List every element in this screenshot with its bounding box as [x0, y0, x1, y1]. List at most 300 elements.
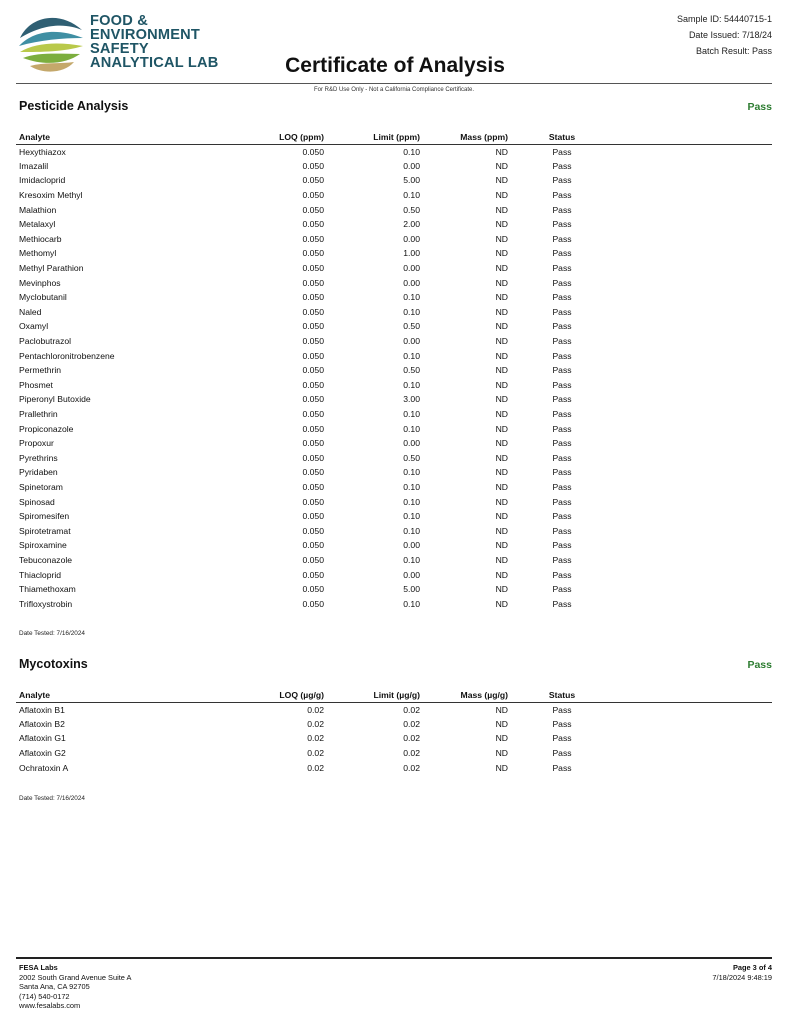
column-header: Status: [508, 131, 608, 144]
table-row: [16, 436, 772, 451]
mass-cell: ND: [495, 467, 508, 478]
limit-cell: 0.00: [403, 540, 420, 551]
loq-cell: 0.050: [302, 160, 324, 171]
table-row: [16, 173, 772, 188]
table-row: [16, 261, 772, 276]
column-header: Analyte: [16, 131, 236, 144]
table-row: [16, 232, 772, 247]
loq-cell: 0.050: [302, 204, 324, 215]
status-cell: Pass: [552, 190, 572, 201]
loq-cell: 0.050: [302, 438, 324, 449]
mycotoxin-section: [16, 657, 772, 807]
row-spacer: [608, 596, 772, 611]
analyte-cell: Spirotetramat: [19, 525, 71, 536]
mass-cell: ND: [495, 365, 508, 376]
analyte-cell: Malathion: [19, 204, 57, 215]
limit-cell: 0.10: [403, 423, 420, 434]
date-tested: Date Tested: 7/16/2024: [19, 795, 85, 802]
table-row: [16, 523, 772, 538]
table-row: [16, 509, 772, 524]
date-issued: Date Issued: 7/18/24: [688, 30, 772, 40]
limit-cell: 0.00: [403, 160, 420, 171]
mass-cell: ND: [495, 248, 508, 259]
limit-cell: 0.10: [403, 408, 420, 419]
section-result: Pass: [747, 659, 772, 671]
row-spacer: [608, 159, 772, 174]
column-header: Analyte: [16, 689, 236, 702]
limit-cell: 0.10: [403, 306, 420, 317]
header-divider: [16, 83, 772, 84]
mass-cell: ND: [495, 336, 508, 347]
analyte-cell: Thiacloprid: [19, 569, 62, 580]
row-spacer: [608, 217, 772, 232]
mass-cell: ND: [495, 584, 508, 595]
row-spacer: [608, 480, 772, 495]
batch-result: Batch Result: Pass: [695, 46, 772, 56]
limit-cell: 0.02: [403, 762, 420, 773]
limit-cell: 0.00: [403, 569, 420, 580]
table-row: [16, 246, 772, 261]
mass-cell: ND: [495, 394, 508, 405]
status-cell: Pass: [552, 160, 572, 171]
table-row: [16, 159, 772, 174]
table-row: [16, 760, 772, 775]
row-spacer: [608, 407, 772, 422]
limit-cell: 0.10: [403, 146, 420, 157]
column-spacer: [608, 689, 772, 702]
limit-cell: 0.10: [403, 554, 420, 565]
mass-cell: ND: [495, 160, 508, 171]
column-header: Status: [508, 689, 608, 702]
status-cell: Pass: [552, 554, 572, 565]
mass-cell: ND: [495, 277, 508, 288]
sample-id: Sample ID: 54440715-1: [676, 14, 772, 24]
loq-cell: 0.050: [302, 540, 324, 551]
footer-timestamp: 7/18/2024 9:48:19: [712, 973, 772, 982]
row-spacer: [608, 290, 772, 305]
loq-cell: 0.02: [307, 718, 324, 729]
report-header: [0, 0, 788, 93]
pesticide-table-body: [16, 144, 772, 611]
mass-cell: ND: [495, 233, 508, 244]
row-spacer: [608, 188, 772, 203]
analyte-cell: Metalaxyl: [19, 219, 56, 230]
table-row: [16, 702, 772, 717]
mass-cell: ND: [495, 496, 508, 507]
row-spacer: [608, 494, 772, 509]
status-cell: Pass: [552, 452, 572, 463]
limit-cell: 0.02: [403, 718, 420, 729]
limit-cell: 0.10: [403, 379, 420, 390]
status-cell: Pass: [552, 704, 572, 715]
analyte-cell: Propiconazole: [19, 423, 74, 434]
limit-cell: 5.00: [403, 584, 420, 595]
loq-cell: 0.050: [302, 263, 324, 274]
row-spacer: [608, 261, 772, 276]
loq-cell: 0.050: [302, 292, 324, 303]
analyte-cell: Tebuconazole: [19, 554, 73, 565]
mycotoxin-table-body: [16, 702, 772, 775]
loq-cell: 0.050: [302, 277, 324, 288]
analyte-cell: Piperonyl Butoxide: [19, 394, 91, 405]
column-header: LOQ (µg/g): [236, 689, 324, 702]
limit-cell: 0.10: [403, 350, 420, 361]
limit-cell: 0.00: [403, 277, 420, 288]
limit-cell: 0.10: [403, 292, 420, 303]
status-cell: Pass: [552, 511, 572, 522]
analyte-cell: Methomyl: [19, 248, 57, 259]
loq-cell: 0.050: [302, 408, 324, 419]
table-row: [16, 305, 772, 320]
table-row: [16, 202, 772, 217]
loq-cell: 0.02: [307, 704, 324, 715]
column-header: Limit (µg/g): [324, 689, 420, 702]
loq-cell: 0.050: [302, 336, 324, 347]
table-row: [16, 582, 772, 597]
analyte-cell: Aflatoxin B2: [19, 718, 65, 729]
section-title: Mycotoxins: [19, 657, 88, 671]
analyte-cell: Methiocarb: [19, 233, 62, 244]
status-cell: Pass: [552, 569, 572, 580]
status-cell: Pass: [552, 525, 572, 536]
limit-cell: 0.00: [403, 263, 420, 274]
table-row: [16, 465, 772, 480]
row-spacer: [608, 746, 772, 761]
table-row: [16, 363, 772, 378]
mass-cell: ND: [495, 379, 508, 390]
status-cell: Pass: [552, 233, 572, 244]
mass-cell: ND: [495, 598, 508, 609]
analyte-cell: Methyl Parathion: [19, 263, 84, 274]
analyte-cell: Mevinphos: [19, 277, 61, 288]
loq-cell: 0.050: [302, 423, 324, 434]
document-title: Certificate of Analysis: [285, 54, 505, 77]
table-row: [16, 421, 772, 436]
row-spacer: [608, 436, 772, 451]
row-spacer: [608, 348, 772, 363]
footer-website: www.fesalabs.com: [19, 1001, 81, 1011]
mass-cell: ND: [495, 452, 508, 463]
brand-line-1: FOOD &: [90, 13, 148, 29]
status-cell: Pass: [552, 204, 572, 215]
status-cell: Pass: [552, 733, 572, 744]
pesticide-table: [16, 131, 772, 611]
mass-cell: ND: [495, 175, 508, 186]
table-row: [16, 217, 772, 232]
limit-cell: 0.02: [403, 704, 420, 715]
analyte-cell: Phosmet: [19, 379, 53, 390]
analyte-cell: Spiroxamine: [19, 540, 67, 551]
table-row: [16, 480, 772, 495]
analyte-cell: Pyrethrins: [19, 452, 58, 463]
status-cell: Pass: [552, 379, 572, 390]
limit-cell: 0.10: [403, 511, 420, 522]
status-cell: Pass: [552, 584, 572, 595]
status-cell: Pass: [552, 762, 572, 773]
analyte-cell: Pyridaben: [19, 467, 58, 478]
loq-cell: 0.050: [302, 306, 324, 317]
loq-cell: 0.050: [302, 511, 324, 522]
row-spacer: [608, 173, 772, 188]
row-spacer: [608, 275, 772, 290]
row-spacer: [608, 731, 772, 746]
column-spacer: [608, 131, 772, 144]
mass-cell: ND: [495, 438, 508, 449]
mass-cell: ND: [495, 204, 508, 215]
limit-cell: 0.10: [403, 190, 420, 201]
analyte-cell: Paclobutrazol: [19, 336, 72, 347]
status-cell: Pass: [552, 277, 572, 288]
row-spacer: [608, 363, 772, 378]
table-row: [16, 334, 772, 349]
loq-cell: 0.050: [302, 481, 324, 492]
loq-cell: 0.050: [302, 365, 324, 376]
status-cell: Pass: [552, 598, 572, 609]
row-spacer: [608, 202, 772, 217]
status-cell: Pass: [552, 219, 572, 230]
mass-cell: ND: [495, 146, 508, 157]
loq-cell: 0.02: [307, 762, 324, 773]
footer-address-line-1: 2002 South Grand Avenue Suite A: [19, 972, 132, 982]
loq-cell: 0.050: [302, 554, 324, 565]
row-spacer: [608, 553, 772, 568]
loq-cell: 0.050: [302, 584, 324, 595]
table-row: [16, 319, 772, 334]
table-row: [16, 275, 772, 290]
limit-cell: 0.00: [403, 233, 420, 244]
analyte-cell: Myclobutanil: [19, 292, 67, 303]
mass-cell: ND: [495, 423, 508, 434]
table-row: [16, 717, 772, 732]
date-tested: Date Tested: 7/16/2024: [19, 630, 85, 637]
analyte-cell: Pentachloronitrobenzene: [19, 350, 115, 361]
table-row: [16, 450, 772, 465]
mass-cell: ND: [495, 704, 508, 715]
mass-cell: ND: [495, 350, 508, 361]
loq-cell: 0.050: [302, 452, 324, 463]
analyte-cell: Spiromesifen: [19, 511, 70, 522]
mass-cell: ND: [495, 408, 508, 419]
loq-cell: 0.050: [302, 598, 324, 609]
loq-cell: 0.050: [302, 219, 324, 230]
mass-cell: ND: [495, 554, 508, 565]
loq-cell: 0.050: [302, 496, 324, 507]
limit-cell: 3.00: [403, 394, 420, 405]
table-header-row: [16, 131, 772, 144]
analyte-cell: Aflatoxin G2: [19, 748, 66, 759]
table-row: [16, 746, 772, 761]
table-row: [16, 596, 772, 611]
limit-cell: 0.02: [403, 733, 420, 744]
loq-cell: 0.050: [302, 233, 324, 244]
footer-company: FESA Labs: [19, 963, 58, 972]
status-cell: Pass: [552, 481, 572, 492]
mass-cell: ND: [495, 569, 508, 580]
sample-meta: [677, 11, 772, 59]
loq-cell: 0.050: [302, 321, 324, 332]
analyte-cell: Trifloxystrobin: [19, 598, 73, 609]
footer-page-info: [712, 963, 772, 983]
mass-cell: ND: [495, 219, 508, 230]
status-cell: Pass: [552, 336, 572, 347]
loq-cell: 0.050: [302, 350, 324, 361]
limit-cell: 0.10: [403, 598, 420, 609]
status-cell: Pass: [552, 306, 572, 317]
row-spacer: [608, 523, 772, 538]
mass-cell: ND: [495, 762, 508, 773]
loq-cell: 0.050: [302, 175, 324, 186]
loq-cell: 0.050: [302, 248, 324, 259]
table-row: [16, 731, 772, 746]
mass-cell: ND: [495, 525, 508, 536]
analyte-cell: Ochratoxin A: [19, 762, 69, 773]
loq-cell: 0.050: [302, 569, 324, 580]
row-spacer: [608, 232, 772, 247]
page-number: Page 3 of 4: [732, 963, 772, 972]
table-row: [16, 348, 772, 363]
analyte-cell: Kresoxim Methyl: [19, 190, 83, 201]
section-result: Pass: [747, 101, 772, 113]
row-spacer: [608, 450, 772, 465]
mass-cell: ND: [495, 540, 508, 551]
limit-cell: 0.50: [403, 365, 420, 376]
table-row: [16, 144, 772, 159]
disclaimer: For R&D Use Only - Not a California Compliance Certificate.: [313, 87, 475, 93]
row-spacer: [608, 334, 772, 349]
status-cell: Pass: [552, 365, 572, 376]
mass-cell: ND: [495, 190, 508, 201]
status-cell: Pass: [552, 248, 572, 259]
table-row: [16, 553, 772, 568]
row-spacer: [608, 582, 772, 597]
row-spacer: [608, 421, 772, 436]
mass-cell: ND: [495, 481, 508, 492]
limit-cell: 0.10: [403, 525, 420, 536]
brand-line-3: SAFETY: [90, 41, 149, 57]
limit-cell: 0.50: [403, 452, 420, 463]
pesticide-section: [16, 99, 772, 644]
table-row: [16, 567, 772, 582]
analyte-cell: Oxamyl: [19, 321, 49, 332]
table-row: [16, 188, 772, 203]
loq-cell: 0.050: [302, 394, 324, 405]
table-row: [16, 290, 772, 305]
analyte-cell: Thiamethoxam: [19, 584, 76, 595]
loq-cell: 0.050: [302, 467, 324, 478]
mass-cell: ND: [495, 733, 508, 744]
table-header-row: [16, 689, 772, 702]
footer-divider: [16, 957, 772, 959]
column-header: Limit (ppm): [324, 131, 420, 144]
analyte-cell: Imidacloprid: [19, 175, 66, 186]
row-spacer: [608, 538, 772, 553]
mass-cell: ND: [495, 748, 508, 759]
column-header: Mass (ppm): [420, 131, 508, 144]
limit-cell: 0.00: [403, 438, 420, 449]
footer-address-line-2: Santa Ana, CA 92705: [19, 982, 90, 992]
status-cell: Pass: [552, 263, 572, 274]
status-cell: Pass: [552, 748, 572, 759]
row-spacer: [608, 378, 772, 393]
loq-cell: 0.050: [302, 525, 324, 536]
footer-phone: (714) 540-0172: [19, 991, 70, 1001]
row-spacer: [608, 702, 772, 717]
limit-cell: 1.00: [403, 248, 420, 259]
status-cell: Pass: [552, 540, 572, 551]
limit-cell: 0.00: [403, 336, 420, 347]
limit-cell: 0.02: [403, 748, 420, 759]
status-cell: Pass: [552, 292, 572, 303]
brand-line-2: ENVIRONMENT: [90, 27, 201, 43]
mass-cell: ND: [495, 321, 508, 332]
row-spacer: [608, 144, 772, 159]
loq-cell: 0.050: [302, 190, 324, 201]
status-cell: Pass: [552, 350, 572, 361]
footer-address: [19, 963, 131, 1011]
row-spacer: [608, 246, 772, 261]
column-header: LOQ (ppm): [236, 131, 324, 144]
status-cell: Pass: [552, 408, 572, 419]
mass-cell: ND: [495, 263, 508, 274]
status-cell: Pass: [552, 467, 572, 478]
mass-cell: ND: [495, 292, 508, 303]
analyte-cell: Prallethrin: [19, 408, 58, 419]
table-row: [16, 538, 772, 553]
row-spacer: [608, 305, 772, 320]
document-title-wrap: [0, 54, 788, 78]
loq-cell: 0.050: [302, 146, 324, 157]
loq-cell: 0.02: [307, 733, 324, 744]
row-spacer: [608, 465, 772, 480]
row-spacer: [608, 319, 772, 334]
loq-cell: 0.02: [307, 748, 324, 759]
table-row: [16, 392, 772, 407]
status-cell: Pass: [552, 175, 572, 186]
loq-cell: 0.050: [302, 379, 324, 390]
row-spacer: [608, 760, 772, 775]
brand-line-4: ANALYTICAL LAB: [90, 55, 219, 71]
column-header: Mass (µg/g): [420, 689, 508, 702]
row-spacer: [608, 567, 772, 582]
limit-cell: 0.10: [403, 496, 420, 507]
row-spacer: [608, 392, 772, 407]
limit-cell: 0.10: [403, 467, 420, 478]
analyte-cell: Imazalil: [19, 160, 49, 171]
analyte-cell: Spinetoram: [19, 481, 63, 492]
table-row: [16, 494, 772, 509]
mass-cell: ND: [495, 718, 508, 729]
row-spacer: [608, 509, 772, 524]
row-spacer: [608, 717, 772, 732]
analyte-cell: Aflatoxin G1: [19, 733, 66, 744]
analyte-cell: Naled: [19, 306, 42, 317]
mycotoxin-table: [16, 689, 772, 775]
status-cell: Pass: [552, 496, 572, 507]
status-cell: Pass: [552, 394, 572, 405]
status-cell: Pass: [552, 146, 572, 157]
analyte-cell: Permethrin: [19, 365, 62, 376]
analyte-cell: Propoxur: [19, 438, 54, 449]
mass-cell: ND: [495, 511, 508, 522]
status-cell: Pass: [552, 438, 572, 449]
limit-cell: 0.50: [403, 321, 420, 332]
mass-cell: ND: [495, 306, 508, 317]
limit-cell: 0.50: [403, 204, 420, 215]
analyte-cell: Spinosad: [19, 496, 55, 507]
status-cell: Pass: [552, 718, 572, 729]
section-title: Pesticide Analysis: [19, 99, 129, 113]
limit-cell: 2.00: [403, 219, 420, 230]
